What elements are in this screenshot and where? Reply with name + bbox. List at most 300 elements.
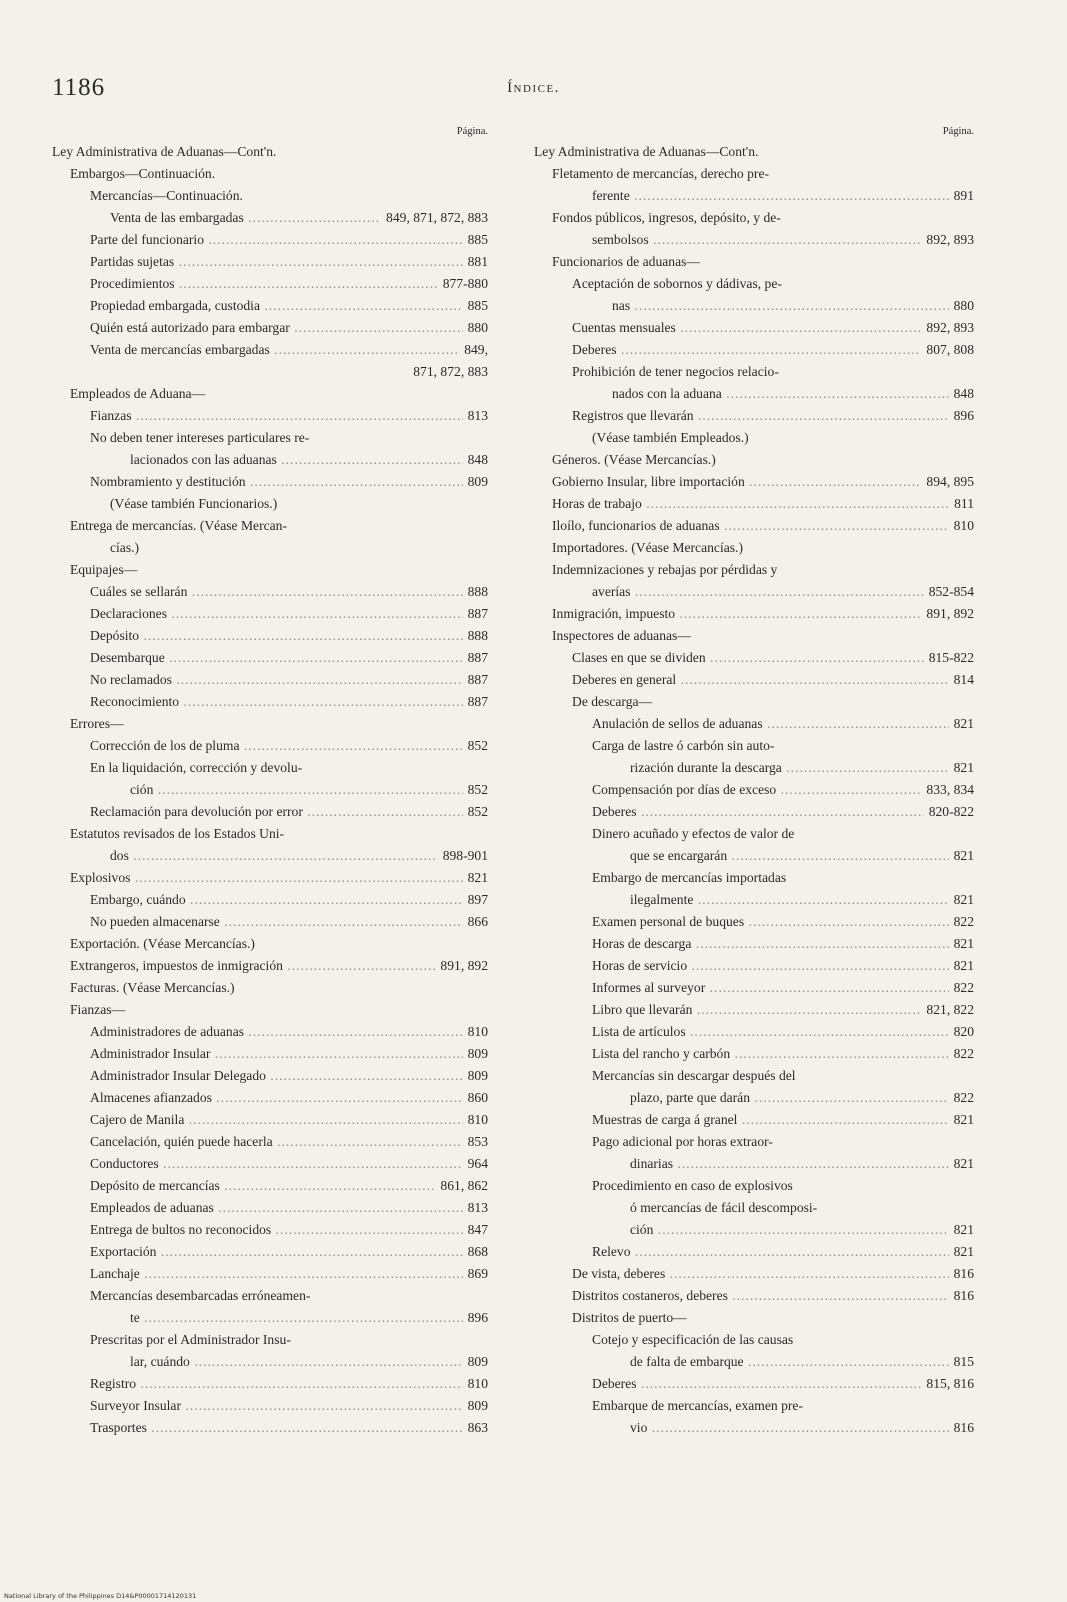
entry-page: 822 [949, 1087, 974, 1109]
entry-page: 809 [463, 1065, 488, 1087]
entry-page: 881 [463, 251, 488, 273]
entry-text: Partidas sujetas [90, 254, 175, 269]
index-entry [534, 559, 974, 581]
page-column-label: Página. [942, 126, 974, 137]
entry-text: Equipajes— [70, 562, 138, 577]
index-entry [52, 911, 488, 933]
index-entry [52, 405, 488, 427]
index-entry [534, 1351, 974, 1373]
entry-page: 891, 892 [435, 955, 488, 977]
entry-text: dos [110, 848, 129, 863]
index-entry [52, 889, 488, 911]
index-entry [52, 537, 488, 559]
index-entry [52, 1021, 488, 1043]
entry-text: Mercancías sin descargar después del [592, 1068, 796, 1083]
index-entry [52, 823, 488, 845]
entry-text: nados con la aduana [612, 386, 722, 401]
entry-text: Mercancías—Continuación. [90, 188, 243, 203]
entry-text: Empleados de Aduana— [70, 386, 206, 401]
index-entry [52, 999, 488, 1021]
index-entry [52, 1373, 488, 1395]
index-entry [52, 559, 488, 581]
entry-page: 894, 895 [921, 471, 974, 493]
entry-text: Gobierno Insular, libre importación [552, 474, 745, 489]
index-entry [52, 779, 488, 801]
index-entry [534, 339, 974, 361]
entry-text: vio [630, 1420, 648, 1435]
entry-text: cías.) [110, 540, 140, 555]
index-entry [534, 1021, 974, 1043]
entry-text: No reclamados [90, 672, 172, 687]
entry-page: 809 [463, 471, 488, 493]
entry-page: 816 [949, 1285, 974, 1307]
entry-text: Libro que llevarán [592, 1002, 693, 1017]
entry-text: Fianzas— [70, 1002, 126, 1017]
entry-page: 848 [463, 449, 488, 471]
index-entry [534, 625, 974, 647]
entry-text: Lista de artículos [592, 1024, 686, 1039]
entry-text: Entrega de bultos no reconocidos [90, 1222, 272, 1237]
entry-text: ó mercancías de fácil descomposi- [630, 1200, 818, 1215]
index-entry [534, 273, 974, 295]
entry-text: Embargos—Continuación. [70, 166, 216, 181]
index-entry [534, 889, 974, 911]
index-entry [534, 1043, 974, 1065]
index-entry [534, 933, 974, 955]
entry-page: 821 [949, 757, 974, 779]
entry-page: 821 [949, 713, 974, 735]
index-entry [534, 405, 974, 427]
index-entry [534, 185, 974, 207]
index-entry [534, 427, 974, 449]
entry-text: Depósito [90, 628, 140, 643]
index-entry [52, 1285, 488, 1307]
index-entry [52, 471, 488, 493]
entry-page: 815, 816 [921, 1373, 974, 1395]
entry-text: No deben tener intereses particulares re- [90, 430, 310, 445]
index-entry [534, 1087, 974, 1109]
entry-text: Iloílo, funcionarios de aduanas [552, 518, 720, 533]
index-entry [52, 317, 488, 339]
index-entry [534, 317, 974, 339]
entry-page: 810 [949, 515, 974, 537]
index-entry [52, 229, 488, 251]
entry-text: Cuentas mensuales [572, 320, 676, 335]
index-entry [52, 757, 488, 779]
index-entry [52, 339, 488, 361]
entry-text: Facturas. (Véase Mercancías.) [70, 980, 235, 995]
entry-text: Cajero de Manila [90, 1112, 185, 1127]
entry-text: Lanchaje [90, 1266, 140, 1281]
entry-text: 871, 872, 883 [413, 364, 488, 379]
index-entry [52, 647, 488, 669]
entry-page: 868 [463, 1241, 488, 1263]
entry-text: Distritos costaneros, deberes [572, 1288, 728, 1303]
index-entry [52, 581, 488, 603]
entry-text: ción [630, 1222, 654, 1237]
entry-page: 852 [463, 801, 488, 823]
index-entry [534, 537, 974, 559]
entry-text: ilegalmente [630, 892, 694, 907]
index-entry [52, 1043, 488, 1065]
entry-page: 821 [949, 955, 974, 977]
index-entry [534, 735, 974, 757]
entry-page: 821 [949, 1241, 974, 1263]
entry-text: Exportación [90, 1244, 157, 1259]
entry-text: lacionados con las aduanas [130, 452, 277, 467]
page-number: 1186 [52, 74, 106, 101]
entry-text: rización durante la descarga [630, 760, 782, 775]
entry-page: 853 [463, 1131, 488, 1153]
entry-page: 815 [949, 1351, 974, 1373]
entry-page: 866 [463, 911, 488, 933]
entry-text: Aceptación de sobornos y dádivas, pe- [572, 276, 782, 291]
entry-page: 887 [463, 669, 488, 691]
entry-text: Administrador Insular Delegado [90, 1068, 266, 1083]
entry-text: De descarga— [572, 694, 653, 709]
index-entry [52, 1131, 488, 1153]
index-entry [534, 1175, 974, 1197]
index-entry [52, 1351, 488, 1373]
index-entry [52, 801, 488, 823]
index-entry [52, 1417, 488, 1439]
entry-page: 887 [463, 647, 488, 669]
index-entry [534, 691, 974, 713]
entry-text: Venta de mercancías embargadas [90, 342, 270, 357]
index-entry [52, 383, 488, 405]
index-entry [52, 1241, 488, 1263]
entry-text: Entrega de mercancías. (Véase Mercan- [70, 518, 287, 533]
index-entry [534, 141, 974, 163]
index-entry [534, 1307, 974, 1329]
index-entry [534, 383, 974, 405]
index-entry [534, 603, 974, 625]
entry-page: 860 [463, 1087, 488, 1109]
index-entry [52, 361, 488, 383]
index-entry [52, 1065, 488, 1087]
entry-page: 891 [949, 185, 974, 207]
index-entry [52, 295, 488, 317]
index-entry [52, 713, 488, 735]
entry-text: nas [612, 298, 631, 313]
index-entry [534, 1329, 974, 1351]
index-entry [534, 361, 974, 383]
index-entry [534, 1263, 974, 1285]
entry-text: Almacenes afianzados [90, 1090, 212, 1105]
index-entry [534, 515, 974, 537]
entry-page: 880 [463, 317, 488, 339]
entry-page: 880 [949, 295, 974, 317]
index-column-left [52, 125, 488, 1439]
entry-text: Venta de las embargadas [110, 210, 244, 225]
entry-text: Mercancías desembarcadas erróneamen- [90, 1288, 311, 1303]
entry-page: 892, 893 [921, 229, 974, 251]
entry-text: Fianzas [90, 408, 132, 423]
index-entry [52, 185, 488, 207]
index-entry [52, 977, 488, 999]
index-entry [534, 295, 974, 317]
entry-page: 821 [949, 845, 974, 867]
entry-page: 821 [949, 933, 974, 955]
index-entry [534, 1219, 974, 1241]
entry-text: Horas de trabajo [552, 496, 642, 511]
entry-text: Lista del rancho y carbón [592, 1046, 731, 1061]
entry-text: Administradores de aduanas [90, 1024, 245, 1039]
index-entry [52, 933, 488, 955]
entry-page: 820 [949, 1021, 974, 1043]
entry-text: Deberes en general [572, 672, 677, 687]
index-entry [534, 1197, 974, 1219]
entry-text: Prescritas por el Administrador Insu- [90, 1332, 291, 1347]
entry-page: 852 [463, 779, 488, 801]
entry-text: Reclamación para devolución por error [90, 804, 303, 819]
entry-text: Trasportes [90, 1420, 147, 1435]
index-entry [52, 691, 488, 713]
entry-text: Cancelación, quién puede hacerla [90, 1134, 273, 1149]
entry-text: Importadores. (Véase Mercancías.) [552, 540, 743, 555]
page-column-label: Página. [456, 126, 488, 137]
index-entry [52, 625, 488, 647]
entry-page: 964 [463, 1153, 488, 1175]
index-entry [534, 977, 974, 999]
entry-page: 898-901 [438, 845, 488, 867]
entry-text: Exportación. (Véase Mercancías.) [70, 936, 255, 951]
entry-page: 815-822 [924, 647, 974, 669]
index-entry [534, 493, 974, 515]
index-entry [534, 801, 974, 823]
library-footer: National Library of the Philippines D14&P00001714120131 [4, 1592, 197, 1600]
entry-page: 833, 834 [921, 779, 974, 801]
entry-text: Embargo de mercancías importadas [592, 870, 787, 885]
index-entry [534, 757, 974, 779]
entry-text: Deberes [572, 342, 617, 357]
entry-page: 869 [463, 1263, 488, 1285]
entry-page: 810 [463, 1021, 488, 1043]
index-entry [52, 1109, 488, 1131]
index-entry [534, 911, 974, 933]
entry-text: En la liquidación, corrección y devolu- [90, 760, 303, 775]
entry-page: 821 [949, 1153, 974, 1175]
index-entry [534, 163, 974, 185]
index-entry [52, 1087, 488, 1109]
entry-text: Procedimiento en caso de explosivos [592, 1178, 793, 1193]
index-entry [52, 1175, 488, 1197]
entry-text: Pago adicional por horas extraor- [592, 1134, 773, 1149]
index-entry [52, 603, 488, 625]
entry-text: Errores— [70, 716, 124, 731]
index-entry [534, 1241, 974, 1263]
entry-page: 863 [463, 1417, 488, 1439]
entry-text: Reconocimiento [90, 694, 180, 709]
entry-text: Nombramiento y destitución [90, 474, 246, 489]
entry-text: lar, cuándo [130, 1354, 190, 1369]
index-entry [534, 647, 974, 669]
index-entry [52, 515, 488, 537]
index-entry [52, 163, 488, 185]
index-entry [534, 713, 974, 735]
entry-text: averías [592, 584, 631, 599]
entry-page: 896 [949, 405, 974, 427]
index-entry [52, 1197, 488, 1219]
entry-page: 809 [463, 1395, 488, 1417]
entry-text: Relevo [592, 1244, 631, 1259]
index-entry [534, 1109, 974, 1131]
entry-text: Procedimientos [90, 276, 175, 291]
index-entry [52, 1395, 488, 1417]
index-entry [52, 1153, 488, 1175]
entry-text: Extrangeros, impuestos de inmigración [70, 958, 283, 973]
index-entry [52, 955, 488, 977]
entry-page: 820-822 [924, 801, 974, 823]
entry-page: 822 [949, 911, 974, 933]
entry-page: 896 [463, 1307, 488, 1329]
entry-page: 821 [949, 1109, 974, 1131]
index-entry [52, 273, 488, 295]
index-entry [534, 1131, 974, 1153]
entry-text: Explosivos [70, 870, 131, 885]
entry-text: Propiedad embargada, custodia [90, 298, 260, 313]
index-entry [534, 1395, 974, 1417]
index-entry [52, 1307, 488, 1329]
entry-text: Examen personal de buques [592, 914, 745, 929]
entry-text: Desembarque [90, 650, 165, 665]
entry-text: Embarque de mercancías, examen pre- [592, 1398, 803, 1413]
entry-text: Surveyor Insular [90, 1398, 181, 1413]
entry-page: 816 [949, 1417, 974, 1439]
entry-page: 847 [463, 1219, 488, 1241]
index-entry [52, 1219, 488, 1241]
index-column-right [534, 125, 974, 1439]
entry-text: Cotejo y especificación de las causas [592, 1332, 794, 1347]
entry-page: 821 [949, 889, 974, 911]
index-entry [534, 669, 974, 691]
entry-text: Conductores [90, 1156, 159, 1171]
entry-page: 821 [463, 867, 488, 889]
entry-page: 888 [463, 581, 488, 603]
entry-page: 891, 892 [921, 603, 974, 625]
entry-text: Deberes [592, 1376, 637, 1391]
entry-page: 822 [949, 1043, 974, 1065]
entry-page: 813 [463, 405, 488, 427]
index-entry [534, 823, 974, 845]
entry-page: 897 [463, 889, 488, 911]
entry-text: Ley Administrativa de Aduanas—Cont'n. [52, 144, 277, 159]
index-entry [52, 427, 488, 449]
entry-text: Clases en que se dividen [572, 650, 706, 665]
entry-text: sembolsos [592, 232, 649, 247]
index-entry [52, 1329, 488, 1351]
index-entry [52, 449, 488, 471]
page-title: Índice. [507, 80, 560, 96]
entry-text: Embargo, cuándo [90, 892, 186, 907]
index-entry [52, 867, 488, 889]
entry-page: 811 [949, 493, 974, 515]
entry-text: (Véase también Funcionarios.) [110, 496, 278, 511]
index-entry [534, 999, 974, 1021]
entry-text: Parte del funcionario [90, 232, 204, 247]
index-entry [52, 141, 488, 163]
entry-text: Inmigración, impuesto [552, 606, 676, 621]
entry-page: 885 [463, 295, 488, 317]
entry-text: que se encargarán [630, 848, 728, 863]
entry-text: ción [130, 782, 154, 797]
index-entry [534, 449, 974, 471]
index-entry [534, 845, 974, 867]
entry-text: Horas de servicio [592, 958, 688, 973]
entry-text: Horas de descarga [592, 936, 692, 951]
index-entry [534, 955, 974, 977]
entry-text: Registro [90, 1376, 137, 1391]
entry-text: Carga de lastre ó carbón sin auto- [592, 738, 775, 753]
entry-text: dinarias [630, 1156, 674, 1171]
index-entry [52, 493, 488, 515]
entry-page: 810 [463, 1109, 488, 1131]
entry-page: 852 [463, 735, 488, 757]
entry-text: Distritos de puerto— [572, 1310, 687, 1325]
entry-page: 877-880 [438, 273, 488, 295]
entry-text: Corrección de los de pluma [90, 738, 240, 753]
entry-page: 813 [463, 1197, 488, 1219]
index-entry [534, 207, 974, 229]
index-entry [534, 581, 974, 603]
entry-page: 848 [949, 383, 974, 405]
index-entry [534, 1417, 974, 1439]
entry-text: Estatutos revisados de los Estados Uni- [70, 826, 285, 841]
index-entry [52, 735, 488, 757]
entry-text: plazo, parte que darán [630, 1090, 751, 1105]
index-entry [52, 1263, 488, 1285]
entry-text: Compensación por días de exceso [592, 782, 777, 797]
index-entry [534, 867, 974, 889]
entry-page: 852-854 [924, 581, 974, 603]
entry-text: Administrador Insular [90, 1046, 211, 1061]
index-entry [534, 1373, 974, 1395]
entry-page: 816 [949, 1263, 974, 1285]
entry-page: 892, 893 [921, 317, 974, 339]
entry-text: de falta de embarque [630, 1354, 744, 1369]
entry-page: 821 [949, 1219, 974, 1241]
entry-page: 807, 808 [921, 339, 974, 361]
entry-text: ferente [592, 188, 630, 203]
index-entry [534, 471, 974, 493]
entry-text: Declaraciones [90, 606, 167, 621]
entry-text: Deberes [592, 804, 637, 819]
entry-text: Empleados de aduanas [90, 1200, 214, 1215]
entry-page: 887 [463, 691, 488, 713]
index-entry [52, 669, 488, 691]
entry-page: 810 [463, 1373, 488, 1395]
entry-text: Anulación de sellos de aduanas [592, 716, 763, 731]
entry-page: 887 [463, 603, 488, 625]
entry-text: Indemnizaciones y rebajas por pérdidas y [552, 562, 778, 577]
index-entry [534, 779, 974, 801]
entry-page: 822 [949, 977, 974, 999]
entry-text: Funcionarios de aduanas— [552, 254, 700, 269]
entry-text: Depósito de mercancías [90, 1178, 220, 1193]
entry-page: 861, 862 [435, 1175, 488, 1197]
index-entry [52, 845, 488, 867]
index-entry [534, 229, 974, 251]
entry-text: Informes al surveyor [592, 980, 706, 995]
entry-page: 888 [463, 625, 488, 647]
entry-page: 821, 822 [921, 999, 974, 1021]
entry-text: (Véase también Empleados.) [592, 430, 749, 445]
index-entry [534, 1285, 974, 1307]
entry-text: Ley Administrativa de Aduanas—Cont'n. [534, 144, 759, 159]
entry-page: 814 [949, 669, 974, 691]
entry-page: 809 [463, 1043, 488, 1065]
entry-text: te [130, 1310, 140, 1325]
